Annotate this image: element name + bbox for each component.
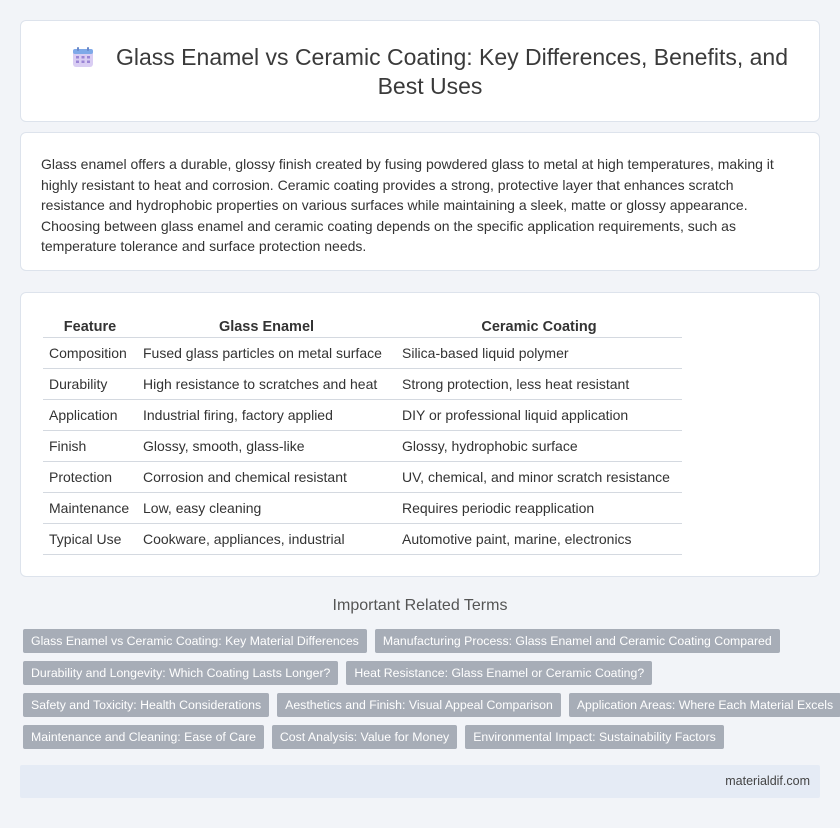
table-cell: Glossy, hydrophobic surface — [396, 431, 682, 462]
table-cell: Strong protection, less heat resistant — [396, 369, 682, 400]
intro-paragraph: Glass enamel offers a durable, glossy finish created by fusing powdered glass to metal at high temperatures, making it highly resistant to heat and corrosion. Ceramic coating provides a strong, protective layer that enhances scratch resistance and hydrophobic properties on various surfaces while maintaining a sleek, matte or glossy appearance. Choosing between glass enamel and ceramic coating depends on the specific application requirements, such as temperature tolerance and surface protection needs. — [41, 156, 774, 254]
table-cell: Maintenance — [43, 493, 137, 524]
title-card — [20, 20, 820, 122]
related-term-link[interactable]: Durability and Longevity: Which Coating Lasts Longer? — [23, 661, 338, 685]
table-cell: Corrosion and chemical resistant — [137, 462, 396, 493]
related-terms-row — [23, 725, 823, 749]
table-row — [43, 462, 682, 493]
table-cell: DIY or professional liquid application — [396, 400, 682, 431]
table-cell: Protection — [43, 462, 137, 493]
table-row — [43, 338, 682, 369]
table-header-row — [43, 313, 682, 338]
table-cell: Automotive paint, marine, electronics — [396, 524, 682, 555]
related-term-link[interactable]: Aesthetics and Finish: Visual Appeal Comparison — [277, 693, 561, 717]
table-cell: Typical Use — [43, 524, 137, 555]
column-header: Feature — [43, 313, 137, 338]
table-cell: Low, easy cleaning — [137, 493, 396, 524]
table-cell: Silica-based liquid polymer — [396, 338, 682, 369]
table-cell: Industrial firing, factory applied — [137, 400, 396, 431]
column-header: Ceramic Coating — [396, 313, 682, 338]
page-title-wrap — [61, 43, 799, 101]
table-cell: Fused glass particles on metal surface — [137, 338, 396, 369]
column-header: Glass Enamel — [137, 313, 396, 338]
table-row — [43, 493, 682, 524]
related-term-link[interactable]: Environmental Impact: Sustainability Factors — [465, 725, 724, 749]
related-terms-row — [23, 693, 834, 717]
table-cell: Durability — [43, 369, 137, 400]
table-cell: Composition — [43, 338, 137, 369]
related-terms-row — [23, 629, 823, 653]
footer — [20, 765, 820, 798]
table-row — [43, 400, 682, 431]
table-cell: Application — [43, 400, 137, 431]
table-cell: UV, chemical, and minor scratch resistance — [396, 462, 682, 493]
related-term-link[interactable]: Manufacturing Process: Glass Enamel and Ceramic Coating Compared — [375, 629, 780, 653]
table-cell: Cookware, appliances, industrial — [137, 524, 396, 555]
table-row — [43, 369, 682, 400]
calendar-grid-icon — [72, 46, 94, 68]
table-row — [43, 431, 682, 462]
table-cell: Requires periodic reapplication — [396, 493, 682, 524]
related-term-link[interactable]: Safety and Toxicity: Health Considerations — [23, 693, 269, 717]
table-cell: Finish — [43, 431, 137, 462]
table-cell: High resistance to scratches and heat — [137, 369, 396, 400]
footer-site-link[interactable]: materialdif.com — [725, 774, 810, 788]
comparison-table — [43, 313, 682, 555]
comparison-card — [20, 292, 820, 577]
table-row — [43, 524, 682, 555]
related-term-link[interactable]: Application Areas: Where Each Material Excels — [569, 693, 840, 717]
related-terms-list — [23, 629, 834, 757]
related-term-link[interactable]: Maintenance and Cleaning: Ease of Care — [23, 725, 264, 749]
related-terms-row — [23, 661, 823, 685]
related-term-link[interactable]: Cost Analysis: Value for Money — [272, 725, 457, 749]
related-term-link[interactable]: Heat Resistance: Glass Enamel or Ceramic Coating? — [346, 661, 652, 685]
page-title: Glass Enamel vs Ceramic Coating: Key Differences, Benefits, and Best Uses — [116, 44, 788, 99]
intro-card — [20, 132, 820, 271]
related-terms-heading: Important Related Terms — [332, 597, 508, 614]
related-term-link[interactable]: Glass Enamel vs Ceramic Coating: Key Material Differences — [23, 629, 367, 653]
table-cell: Glossy, smooth, glass-like — [137, 431, 396, 462]
